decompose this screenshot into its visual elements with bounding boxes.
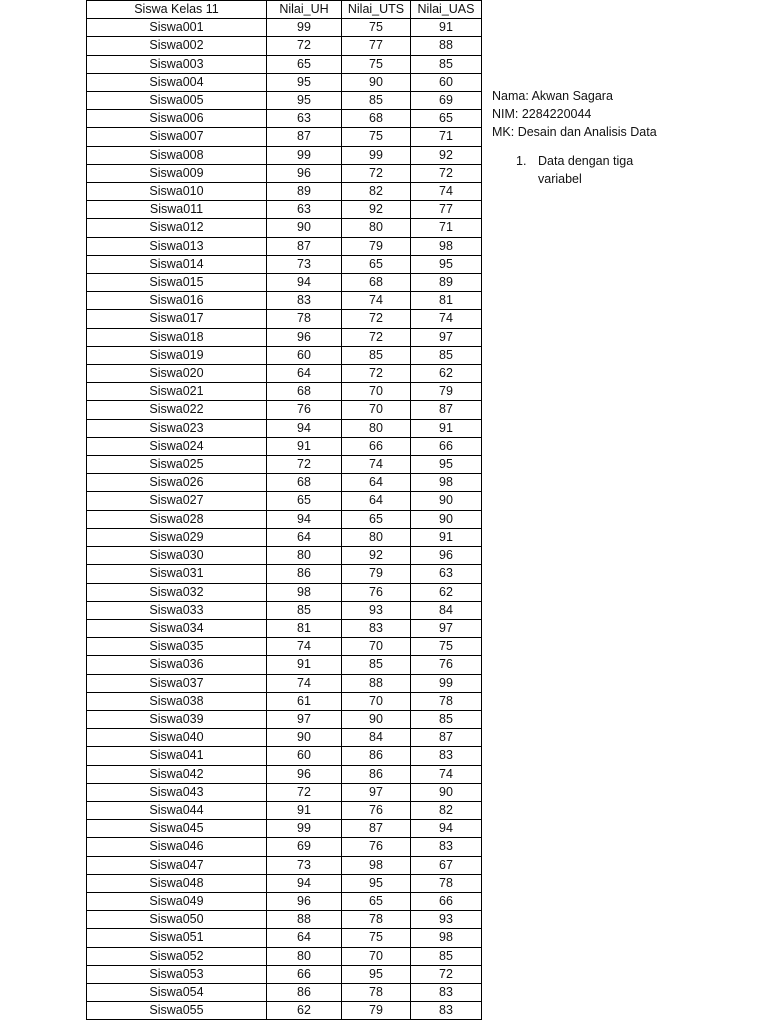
cell-nilai-uas[interactable]: 74	[411, 183, 482, 201]
cell-nilai-uh[interactable]: 99	[267, 820, 342, 838]
cell-student-name[interactable]: Siswa010	[87, 183, 267, 201]
table-row	[87, 820, 482, 838]
table-row	[87, 365, 482, 383]
table-row	[87, 565, 482, 583]
cell-nilai-uh[interactable]: 64	[267, 528, 342, 546]
cell-nilai-uh[interactable]: 99	[267, 19, 342, 37]
cell-nilai-uh[interactable]: 97	[267, 710, 342, 728]
table-row	[87, 201, 482, 219]
table-row	[87, 601, 482, 619]
table-row	[87, 856, 482, 874]
table-row	[87, 92, 482, 110]
cell-nilai-uts[interactable]: 79	[342, 1002, 411, 1020]
cell-student-name[interactable]: Siswa013	[87, 237, 267, 255]
list-item-text: Data dengan tiga variabel	[538, 154, 634, 186]
cell-nilai-uas[interactable]: 81	[411, 292, 482, 310]
table-header	[87, 1, 482, 19]
cell-nilai-uas[interactable]: 84	[411, 601, 482, 619]
student-info-notes	[492, 87, 762, 188]
cell-student-name[interactable]: Siswa032	[87, 583, 267, 601]
cell-nilai-uts[interactable]: 70	[342, 692, 411, 710]
cell-nilai-uas[interactable]: 91	[411, 419, 482, 437]
cell-nilai-uh[interactable]: 72	[267, 456, 342, 474]
column-header-nilai-uts[interactable]: Nilai_UTS	[342, 1, 411, 19]
cell-nilai-uts[interactable]: 70	[342, 638, 411, 656]
cell-nilai-uas[interactable]: 62	[411, 583, 482, 601]
table-row	[87, 237, 482, 255]
cell-nilai-uas[interactable]: 79	[411, 383, 482, 401]
cell-nilai-uh[interactable]: 72	[267, 37, 342, 55]
cell-nilai-uts[interactable]: 74	[342, 456, 411, 474]
table-row	[87, 55, 482, 73]
table-row	[87, 73, 482, 91]
cell-nilai-uas[interactable]: 69	[411, 92, 482, 110]
cell-student-name[interactable]: Siswa025	[87, 456, 267, 474]
cell-student-name[interactable]: Siswa023	[87, 419, 267, 437]
cell-nilai-uh[interactable]: 65	[267, 55, 342, 73]
course-name: MK: Desain dan Analisis Data	[492, 125, 657, 139]
cell-student-name[interactable]: Siswa040	[87, 729, 267, 747]
cell-student-name[interactable]: Siswa026	[87, 474, 267, 492]
cell-nilai-uts[interactable]: 75	[342, 55, 411, 73]
cell-nilai-uh[interactable]: 60	[267, 747, 342, 765]
table-row	[87, 219, 482, 237]
table-row	[87, 947, 482, 965]
table-row	[87, 783, 482, 801]
table-row	[87, 874, 482, 892]
cell-nilai-uas[interactable]: 62	[411, 365, 482, 383]
cell-student-name[interactable]: Siswa037	[87, 674, 267, 692]
cell-nilai-uh[interactable]: 96	[267, 892, 342, 910]
cell-nilai-uh[interactable]: 80	[267, 947, 342, 965]
cell-nilai-uas[interactable]: 94	[411, 820, 482, 838]
cell-nilai-uts[interactable]: 86	[342, 747, 411, 765]
table-row	[87, 747, 482, 765]
cell-student-name[interactable]: Siswa039	[87, 710, 267, 728]
table-row	[87, 183, 482, 201]
cell-nilai-uts[interactable]: 95	[342, 965, 411, 983]
table-row	[87, 255, 482, 273]
cell-nilai-uts[interactable]: 84	[342, 729, 411, 747]
table-row	[87, 528, 482, 546]
cell-nilai-uas[interactable]: 67	[411, 856, 482, 874]
cell-nilai-uas[interactable]: 87	[411, 401, 482, 419]
table-row	[87, 911, 482, 929]
cell-student-name[interactable]: Siswa042	[87, 765, 267, 783]
cell-nilai-uas[interactable]: 77	[411, 201, 482, 219]
cell-nilai-uas[interactable]: 85	[411, 55, 482, 73]
cell-nilai-uh[interactable]: 99	[267, 146, 342, 164]
cell-nilai-uas[interactable]: 96	[411, 547, 482, 565]
cell-student-name[interactable]: Siswa034	[87, 619, 267, 637]
cell-nilai-uts[interactable]: 80	[342, 419, 411, 437]
cell-nilai-uas[interactable]: 74	[411, 765, 482, 783]
table-row	[87, 674, 482, 692]
cell-student-name[interactable]: Siswa036	[87, 656, 267, 674]
cell-nilai-uh[interactable]: 81	[267, 619, 342, 637]
cell-nilai-uts[interactable]: 85	[342, 92, 411, 110]
cell-nilai-uh[interactable]: 90	[267, 219, 342, 237]
cell-nilai-uh[interactable]: 64	[267, 365, 342, 383]
cell-student-name[interactable]: Siswa022	[87, 401, 267, 419]
cell-nilai-uas[interactable]: 72	[411, 164, 482, 182]
cell-nilai-uts[interactable]: 75	[342, 929, 411, 947]
header-row	[87, 1, 482, 19]
cell-nilai-uts[interactable]: 65	[342, 255, 411, 273]
cell-nilai-uas[interactable]: 93	[411, 911, 482, 929]
cell-nilai-uas[interactable]: 71	[411, 128, 482, 146]
cell-nilai-uas[interactable]: 98	[411, 474, 482, 492]
cell-nilai-uh[interactable]: 89	[267, 183, 342, 201]
cell-student-name[interactable]: Siswa029	[87, 528, 267, 546]
table-body	[87, 19, 482, 1020]
cell-nilai-uas[interactable]: 90	[411, 492, 482, 510]
cell-student-name[interactable]: Siswa008	[87, 146, 267, 164]
cell-nilai-uh[interactable]: 68	[267, 383, 342, 401]
table-row	[87, 437, 482, 455]
table-row	[87, 19, 482, 37]
cell-nilai-uts[interactable]: 78	[342, 911, 411, 929]
cell-nilai-uts[interactable]: 64	[342, 474, 411, 492]
cell-student-name[interactable]: Siswa021	[87, 383, 267, 401]
list-item-number: 1.	[516, 154, 527, 168]
cell-nilai-uh[interactable]: 86	[267, 983, 342, 1001]
cell-nilai-uts[interactable]: 80	[342, 219, 411, 237]
cell-nilai-uts[interactable]: 64	[342, 492, 411, 510]
table-row	[87, 292, 482, 310]
cell-nilai-uas[interactable]: 78	[411, 692, 482, 710]
cell-nilai-uas[interactable]: 99	[411, 674, 482, 692]
cell-student-name[interactable]: Siswa054	[87, 983, 267, 1001]
table-row	[87, 110, 482, 128]
table-row	[87, 892, 482, 910]
cell-student-name[interactable]: Siswa046	[87, 838, 267, 856]
table-row	[87, 164, 482, 182]
table-row	[87, 474, 482, 492]
cell-nilai-uh[interactable]: 64	[267, 929, 342, 947]
cell-nilai-uh[interactable]: 74	[267, 674, 342, 692]
table-row	[87, 510, 482, 528]
cell-nilai-uts[interactable]: 92	[342, 547, 411, 565]
cell-nilai-uh[interactable]: 78	[267, 310, 342, 328]
cell-nilai-uas[interactable]: 72	[411, 965, 482, 983]
cell-nilai-uts[interactable]: 95	[342, 874, 411, 892]
cell-nilai-uas[interactable]: 91	[411, 528, 482, 546]
cell-nilai-uh[interactable]: 90	[267, 729, 342, 747]
table-row	[87, 838, 482, 856]
cell-nilai-uts[interactable]: 92	[342, 201, 411, 219]
cell-nilai-uts[interactable]: 97	[342, 783, 411, 801]
cell-student-name[interactable]: Siswa028	[87, 510, 267, 528]
table-row	[87, 1002, 482, 1020]
cell-student-name[interactable]: Siswa011	[87, 201, 267, 219]
cell-nilai-uts[interactable]: 72	[342, 164, 411, 182]
table-row	[87, 492, 482, 510]
cell-nilai-uts[interactable]: 74	[342, 292, 411, 310]
cell-nilai-uts[interactable]: 87	[342, 820, 411, 838]
cell-student-name[interactable]: Siswa050	[87, 911, 267, 929]
cell-nilai-uas[interactable]: 91	[411, 19, 482, 37]
cell-nilai-uas[interactable]: 87	[411, 729, 482, 747]
cell-nilai-uts[interactable]: 90	[342, 710, 411, 728]
cell-student-name[interactable]: Siswa038	[87, 692, 267, 710]
table-row	[87, 146, 482, 164]
cell-nilai-uh[interactable]: 94	[267, 419, 342, 437]
table-row	[87, 765, 482, 783]
cell-student-name[interactable]: Siswa001	[87, 19, 267, 37]
cell-nilai-uas[interactable]: 90	[411, 510, 482, 528]
cell-nilai-uts[interactable]: 90	[342, 73, 411, 91]
table-row	[87, 692, 482, 710]
cell-nilai-uas[interactable]: 82	[411, 801, 482, 819]
cell-nilai-uh[interactable]: 91	[267, 801, 342, 819]
cell-nilai-uas[interactable]: 85	[411, 346, 482, 364]
cell-nilai-uas[interactable]: 90	[411, 783, 482, 801]
cell-nilai-uh[interactable]: 69	[267, 838, 342, 856]
cell-nilai-uh[interactable]: 87	[267, 237, 342, 255]
cell-nilai-uts[interactable]: 79	[342, 237, 411, 255]
cell-nilai-uh[interactable]: 72	[267, 783, 342, 801]
cell-nilai-uts[interactable]: 83	[342, 619, 411, 637]
cell-student-name[interactable]: Siswa052	[87, 947, 267, 965]
cell-nilai-uas[interactable]: 88	[411, 37, 482, 55]
cell-nilai-uas[interactable]: 74	[411, 310, 482, 328]
student-name: Nama: Akwan Sagara	[492, 89, 613, 103]
table-row	[87, 729, 482, 747]
cell-nilai-uas[interactable]: 65	[411, 110, 482, 128]
cell-nilai-uas[interactable]: 89	[411, 274, 482, 292]
cell-nilai-uh[interactable]: 94	[267, 510, 342, 528]
cell-student-name[interactable]: Siswa005	[87, 92, 267, 110]
cell-nilai-uts[interactable]: 65	[342, 510, 411, 528]
cell-nilai-uh[interactable]: 96	[267, 765, 342, 783]
cell-nilai-uas[interactable]: 60	[411, 73, 482, 91]
cell-nilai-uh[interactable]: 95	[267, 92, 342, 110]
table-row	[87, 274, 482, 292]
cell-nilai-uas[interactable]: 85	[411, 710, 482, 728]
cell-nilai-uh[interactable]: 87	[267, 128, 342, 146]
cell-student-name[interactable]: Siswa016	[87, 292, 267, 310]
cell-nilai-uts[interactable]: 85	[342, 346, 411, 364]
cell-student-name[interactable]: Siswa027	[87, 492, 267, 510]
cell-nilai-uh[interactable]: 73	[267, 255, 342, 273]
cell-nilai-uh[interactable]: 60	[267, 346, 342, 364]
table-row	[87, 638, 482, 656]
table-row	[87, 419, 482, 437]
table-row	[87, 801, 482, 819]
cell-nilai-uts[interactable]: 72	[342, 365, 411, 383]
cell-nilai-uh[interactable]: 68	[267, 474, 342, 492]
table-row	[87, 656, 482, 674]
table-row	[87, 37, 482, 55]
cell-nilai-uts[interactable]: 78	[342, 983, 411, 1001]
cell-nilai-uas[interactable]: 66	[411, 892, 482, 910]
cell-student-name[interactable]: Siswa043	[87, 783, 267, 801]
cell-nilai-uh[interactable]: 65	[267, 492, 342, 510]
cell-student-name[interactable]: Siswa004	[87, 73, 267, 91]
cell-student-name[interactable]: Siswa053	[87, 965, 267, 983]
cell-student-name[interactable]: Siswa015	[87, 274, 267, 292]
cell-nilai-uts[interactable]: 70	[342, 401, 411, 419]
cell-student-name[interactable]: Siswa049	[87, 892, 267, 910]
column-header-student[interactable]: Siswa Kelas 11	[87, 1, 267, 19]
table-row	[87, 346, 482, 364]
cell-nilai-uts[interactable]: 79	[342, 565, 411, 583]
cell-nilai-uts[interactable]: 66	[342, 437, 411, 455]
cell-nilai-uas[interactable]: 83	[411, 838, 482, 856]
student-nim: NIM: 2284220044	[492, 107, 592, 121]
cell-nilai-uh[interactable]: 62	[267, 1002, 342, 1020]
table-row	[87, 983, 482, 1001]
cell-student-name[interactable]: Siswa006	[87, 110, 267, 128]
cell-nilai-uts[interactable]: 80	[342, 528, 411, 546]
cell-nilai-uts[interactable]: 88	[342, 674, 411, 692]
cell-nilai-uh[interactable]: 95	[267, 73, 342, 91]
table-row	[87, 547, 482, 565]
cell-student-name[interactable]: Siswa017	[87, 310, 267, 328]
cell-nilai-uh[interactable]: 73	[267, 856, 342, 874]
cell-student-name[interactable]: Siswa014	[87, 255, 267, 273]
cell-nilai-uas[interactable]: 66	[411, 437, 482, 455]
cell-nilai-uts[interactable]: 98	[342, 856, 411, 874]
cell-nilai-uh[interactable]: 96	[267, 328, 342, 346]
cell-student-name[interactable]: Siswa031	[87, 565, 267, 583]
cell-nilai-uas[interactable]: 85	[411, 947, 482, 965]
table-row	[87, 128, 482, 146]
table-row	[87, 383, 482, 401]
cell-student-name[interactable]: Siswa047	[87, 856, 267, 874]
cell-student-name[interactable]: Siswa030	[87, 547, 267, 565]
cell-nilai-uts[interactable]: 82	[342, 183, 411, 201]
cell-nilai-uas[interactable]: 76	[411, 656, 482, 674]
cell-nilai-uh[interactable]: 76	[267, 401, 342, 419]
cell-nilai-uas[interactable]: 63	[411, 565, 482, 583]
table-row	[87, 619, 482, 637]
cell-nilai-uas[interactable]: 78	[411, 874, 482, 892]
cell-student-name[interactable]: Siswa033	[87, 601, 267, 619]
cell-nilai-uh[interactable]: 86	[267, 565, 342, 583]
cell-nilai-uas[interactable]: 97	[411, 328, 482, 346]
cell-nilai-uh[interactable]: 63	[267, 110, 342, 128]
numbered-list-item	[492, 152, 762, 188]
cell-student-name[interactable]: Siswa018	[87, 328, 267, 346]
student-scores-table	[86, 0, 482, 1020]
cell-student-name[interactable]: Siswa007	[87, 128, 267, 146]
cell-nilai-uas[interactable]: 75	[411, 638, 482, 656]
cell-student-name[interactable]: Siswa035	[87, 638, 267, 656]
cell-nilai-uas[interactable]: 71	[411, 219, 482, 237]
cell-nilai-uh[interactable]: 88	[267, 911, 342, 929]
cell-nilai-uas[interactable]: 83	[411, 1002, 482, 1020]
cell-nilai-uh[interactable]: 74	[267, 638, 342, 656]
cell-nilai-uts[interactable]: 70	[342, 383, 411, 401]
cell-nilai-uts[interactable]: 77	[342, 37, 411, 55]
cell-nilai-uh[interactable]: 91	[267, 437, 342, 455]
cell-nilai-uts[interactable]: 99	[342, 146, 411, 164]
cell-nilai-uts[interactable]: 65	[342, 892, 411, 910]
table-row	[87, 456, 482, 474]
table-row	[87, 310, 482, 328]
cell-nilai-uas[interactable]: 97	[411, 619, 482, 637]
table-row	[87, 401, 482, 419]
cell-nilai-uh[interactable]: 98	[267, 583, 342, 601]
cell-student-name[interactable]: Siswa044	[87, 801, 267, 819]
cell-nilai-uas[interactable]: 83	[411, 983, 482, 1001]
cell-nilai-uts[interactable]: 75	[342, 128, 411, 146]
column-header-nilai-uas[interactable]: Nilai_UAS	[411, 1, 482, 19]
cell-student-name[interactable]: Siswa024	[87, 437, 267, 455]
table-row	[87, 583, 482, 601]
cell-nilai-uts[interactable]: 93	[342, 601, 411, 619]
table-row	[87, 965, 482, 983]
cell-student-name[interactable]: Siswa003	[87, 55, 267, 73]
cell-nilai-uts[interactable]: 75	[342, 19, 411, 37]
cell-nilai-uts[interactable]: 76	[342, 838, 411, 856]
cell-nilai-uas[interactable]: 83	[411, 747, 482, 765]
cell-nilai-uas[interactable]: 95	[411, 456, 482, 474]
cell-student-name[interactable]: Siswa002	[87, 37, 267, 55]
cell-student-name[interactable]: Siswa009	[87, 164, 267, 182]
cell-nilai-uts[interactable]: 85	[342, 656, 411, 674]
cell-nilai-uh[interactable]: 91	[267, 656, 342, 674]
table-row	[87, 710, 482, 728]
cell-nilai-uts[interactable]: 68	[342, 274, 411, 292]
table-row	[87, 929, 482, 947]
cell-nilai-uts[interactable]: 72	[342, 328, 411, 346]
cell-nilai-uas[interactable]: 98	[411, 237, 482, 255]
cell-nilai-uts[interactable]: 68	[342, 110, 411, 128]
cell-student-name[interactable]: Siswa019	[87, 346, 267, 364]
cell-nilai-uh[interactable]: 94	[267, 274, 342, 292]
cell-nilai-uts[interactable]: 70	[342, 947, 411, 965]
cell-nilai-uh[interactable]: 66	[267, 965, 342, 983]
cell-nilai-uh[interactable]: 80	[267, 547, 342, 565]
cell-nilai-uts[interactable]: 76	[342, 583, 411, 601]
cell-nilai-uh[interactable]: 63	[267, 201, 342, 219]
cell-nilai-uh[interactable]: 83	[267, 292, 342, 310]
cell-student-name[interactable]: Siswa045	[87, 820, 267, 838]
cell-nilai-uh[interactable]: 96	[267, 164, 342, 182]
cell-student-name[interactable]: Siswa041	[87, 747, 267, 765]
cell-nilai-uts[interactable]: 72	[342, 310, 411, 328]
cell-student-name[interactable]: Siswa051	[87, 929, 267, 947]
cell-nilai-uas[interactable]: 98	[411, 929, 482, 947]
table-row	[87, 328, 482, 346]
cell-student-name[interactable]: Siswa048	[87, 874, 267, 892]
cell-student-name[interactable]: Siswa055	[87, 1002, 267, 1020]
cell-student-name[interactable]: Siswa012	[87, 219, 267, 237]
cell-nilai-uts[interactable]: 76	[342, 801, 411, 819]
cell-nilai-uh[interactable]: 61	[267, 692, 342, 710]
cell-nilai-uts[interactable]: 86	[342, 765, 411, 783]
column-header-nilai-uh[interactable]: Nilai_UH	[267, 1, 342, 19]
cell-nilai-uas[interactable]: 95	[411, 255, 482, 273]
cell-nilai-uh[interactable]: 94	[267, 874, 342, 892]
cell-nilai-uh[interactable]: 85	[267, 601, 342, 619]
cell-nilai-uas[interactable]: 92	[411, 146, 482, 164]
cell-student-name[interactable]: Siswa020	[87, 365, 267, 383]
